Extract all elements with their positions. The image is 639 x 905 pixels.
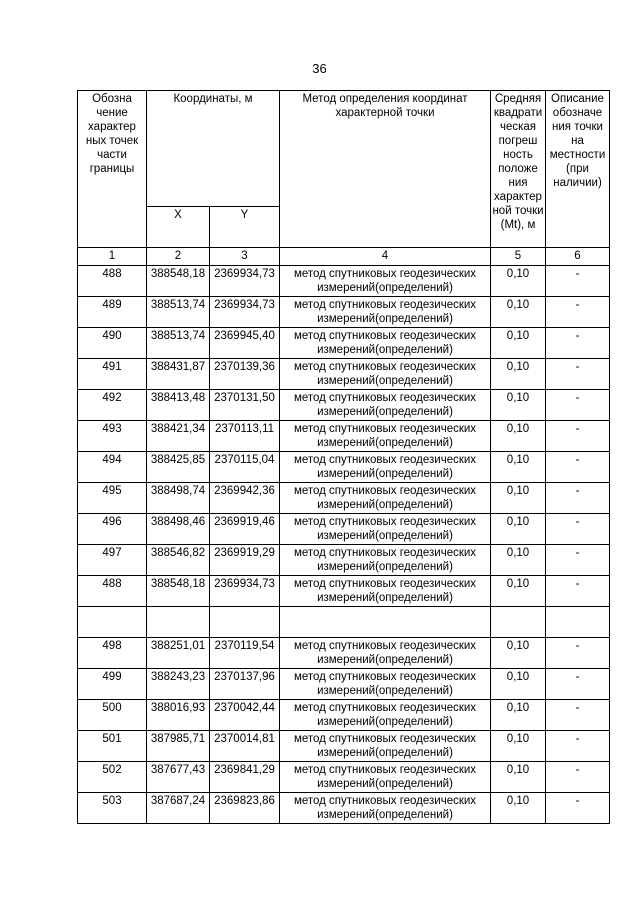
error-cell: 0,10 — [491, 297, 546, 328]
description-cell: - — [546, 328, 610, 359]
table-row — [78, 297, 610, 328]
point-id-cell: 495 — [78, 483, 147, 514]
method-cell: метод спутниковых геодезических измерений(определений) — [280, 793, 491, 824]
x-cell: 388425,85 — [147, 452, 210, 483]
point-id-cell — [78, 607, 147, 638]
x-cell: 387677,43 — [147, 762, 210, 793]
table-row — [78, 514, 610, 545]
page-number: 36 — [312, 61, 327, 76]
x-cell: 388548,18 — [147, 266, 210, 297]
error-cell: 0,10 — [491, 483, 546, 514]
table-row — [78, 700, 610, 731]
description-cell: - — [546, 514, 610, 545]
y-cell: 2370139,36 — [210, 359, 280, 390]
y-cell: 2369919,29 — [210, 545, 280, 576]
y-cell: 2369823,86 — [210, 793, 280, 824]
point-id-cell: 501 — [78, 731, 147, 762]
error-cell: 0,10 — [491, 359, 546, 390]
error-cell: 0,10 — [491, 638, 546, 669]
error-cell: 0,10 — [491, 328, 546, 359]
method-cell: метод спутниковых геодезических измерений(определений) — [280, 421, 491, 452]
table-row — [78, 762, 610, 793]
column-number-row — [78, 248, 610, 266]
table-row — [78, 483, 610, 514]
description-cell: - — [546, 390, 610, 421]
y-cell: 2370137,96 — [210, 669, 280, 700]
point-id-cell: 493 — [78, 421, 147, 452]
point-id-cell: 492 — [78, 390, 147, 421]
table-body — [78, 266, 610, 824]
description-cell: - — [546, 669, 610, 700]
method-cell: метод спутниковых геодезических измерений(определений) — [280, 576, 491, 607]
x-cell: 388498,46 — [147, 514, 210, 545]
point-id-cell: 494 — [78, 452, 147, 483]
error-cell: 0,10 — [491, 576, 546, 607]
table-row — [78, 576, 610, 607]
error-cell: 0,10 — [491, 514, 546, 545]
error-cell: 0,10 — [491, 793, 546, 824]
table-row — [78, 390, 610, 421]
y-cell: 2369919,46 — [210, 514, 280, 545]
description-cell: - — [546, 545, 610, 576]
y-cell — [210, 607, 280, 638]
description-cell: - — [546, 700, 610, 731]
header-y: Y — [210, 207, 280, 248]
y-cell: 2369934,73 — [210, 576, 280, 607]
method-cell: метод спутниковых геодезических измерений(определений) — [280, 638, 491, 669]
description-cell — [546, 607, 610, 638]
y-cell: 2369945,40 — [210, 328, 280, 359]
method-cell: метод спутниковых геодезических измерений(определений) — [280, 483, 491, 514]
y-cell: 2369934,73 — [210, 297, 280, 328]
error-cell: 0,10 — [491, 700, 546, 731]
x-cell: 388513,74 — [147, 297, 210, 328]
table-row — [78, 545, 610, 576]
error-cell: 0,10 — [491, 421, 546, 452]
description-cell: - — [546, 452, 610, 483]
table-row — [78, 421, 610, 452]
x-cell: 388498,74 — [147, 483, 210, 514]
header-coordinates: Координаты, м — [147, 91, 280, 207]
description-cell: - — [546, 266, 610, 297]
error-cell: 0,10 — [491, 762, 546, 793]
table-row — [78, 266, 610, 297]
column-number: 1 — [78, 248, 147, 266]
description-cell: - — [546, 638, 610, 669]
error-cell: 0,10 — [491, 266, 546, 297]
point-id-cell: 488 — [78, 266, 147, 297]
table-row — [78, 452, 610, 483]
point-id-cell: 489 — [78, 297, 147, 328]
method-cell — [280, 607, 491, 638]
method-cell: метод спутниковых геодезических измерений(определений) — [280, 762, 491, 793]
table-row — [78, 359, 610, 390]
method-cell: метод спутниковых геодезических измерений(определений) — [280, 545, 491, 576]
x-cell: 387687,24 — [147, 793, 210, 824]
table-row — [78, 731, 610, 762]
error-cell: 0,10 — [491, 731, 546, 762]
header-point-id: Обозна чение характер ных точек части границы — [78, 91, 147, 248]
y-cell: 2369841,29 — [210, 762, 280, 793]
method-cell: метод спутниковых геодезических измерений(определений) — [280, 390, 491, 421]
table-row — [78, 607, 610, 638]
method-cell: метод спутниковых геодезических измерений(определений) — [280, 514, 491, 545]
method-cell: метод спутниковых геодезических измерений(определений) — [280, 297, 491, 328]
method-cell: метод спутниковых геодезических измерений(определений) — [280, 669, 491, 700]
method-cell: метод спутниковых геодезических измерений(определений) — [280, 328, 491, 359]
x-cell: 388513,74 — [147, 328, 210, 359]
y-cell: 2370042,44 — [210, 700, 280, 731]
header-description: Описание обозначе ния точки на местности (при наличии) — [546, 91, 610, 248]
description-cell: - — [546, 483, 610, 514]
y-cell: 2370014,81 — [210, 731, 280, 762]
description-cell: - — [546, 731, 610, 762]
x-cell: 388548,18 — [147, 576, 210, 607]
point-id-cell: 497 — [78, 545, 147, 576]
point-id-cell: 490 — [78, 328, 147, 359]
point-id-cell: 488 — [78, 576, 147, 607]
description-cell: - — [546, 297, 610, 328]
column-number: 3 — [210, 248, 280, 266]
table-row — [78, 328, 610, 359]
table-row — [78, 638, 610, 669]
description-cell: - — [546, 576, 610, 607]
header-error: Средняя квадрати ческая погреш ность положе ния характер ной точки (Mt), м — [491, 91, 546, 248]
method-cell: метод спутниковых геодезических измерений(определений) — [280, 452, 491, 483]
column-number: 6 — [546, 248, 610, 266]
method-cell: метод спутниковых геодезических измерений(определений) — [280, 266, 491, 297]
x-cell: 388546,82 — [147, 545, 210, 576]
x-cell: 388251,01 — [147, 638, 210, 669]
point-id-cell: 496 — [78, 514, 147, 545]
y-cell: 2370131,50 — [210, 390, 280, 421]
point-id-cell: 503 — [78, 793, 147, 824]
y-cell: 2370115,04 — [210, 452, 280, 483]
description-cell: - — [546, 359, 610, 390]
header-x: X — [147, 207, 210, 248]
x-cell: 388413,48 — [147, 390, 210, 421]
table-row — [78, 669, 610, 700]
column-number: 4 — [280, 248, 491, 266]
y-cell: 2370113,11 — [210, 421, 280, 452]
column-number: 5 — [491, 248, 546, 266]
x-cell: 388243,23 — [147, 669, 210, 700]
description-cell: - — [546, 793, 610, 824]
description-cell: - — [546, 762, 610, 793]
point-id-cell: 498 — [78, 638, 147, 669]
point-id-cell: 502 — [78, 762, 147, 793]
method-cell: метод спутниковых геодезических измерений(определений) — [280, 359, 491, 390]
method-cell: метод спутниковых геодезических измерений(определений) — [280, 731, 491, 762]
point-id-cell: 500 — [78, 700, 147, 731]
y-cell: 2369934,73 — [210, 266, 280, 297]
error-cell: 0,10 — [491, 545, 546, 576]
y-cell: 2369942,36 — [210, 483, 280, 514]
description-cell: - — [546, 421, 610, 452]
header-method: Метод определения координат характерной точки — [280, 91, 491, 248]
x-cell — [147, 607, 210, 638]
error-cell: 0,10 — [491, 390, 546, 421]
coordinates-table — [77, 90, 610, 824]
x-cell: 388016,93 — [147, 700, 210, 731]
error-cell — [491, 607, 546, 638]
method-cell: метод спутниковых геодезических измерений(определений) — [280, 700, 491, 731]
x-cell: 388431,87 — [147, 359, 210, 390]
y-cell: 2370119,54 — [210, 638, 280, 669]
error-cell: 0,10 — [491, 452, 546, 483]
column-number: 2 — [147, 248, 210, 266]
table-row — [78, 793, 610, 824]
point-id-cell: 491 — [78, 359, 147, 390]
error-cell: 0,10 — [491, 669, 546, 700]
x-cell: 388421,34 — [147, 421, 210, 452]
point-id-cell: 499 — [78, 669, 147, 700]
x-cell: 387985,71 — [147, 731, 210, 762]
